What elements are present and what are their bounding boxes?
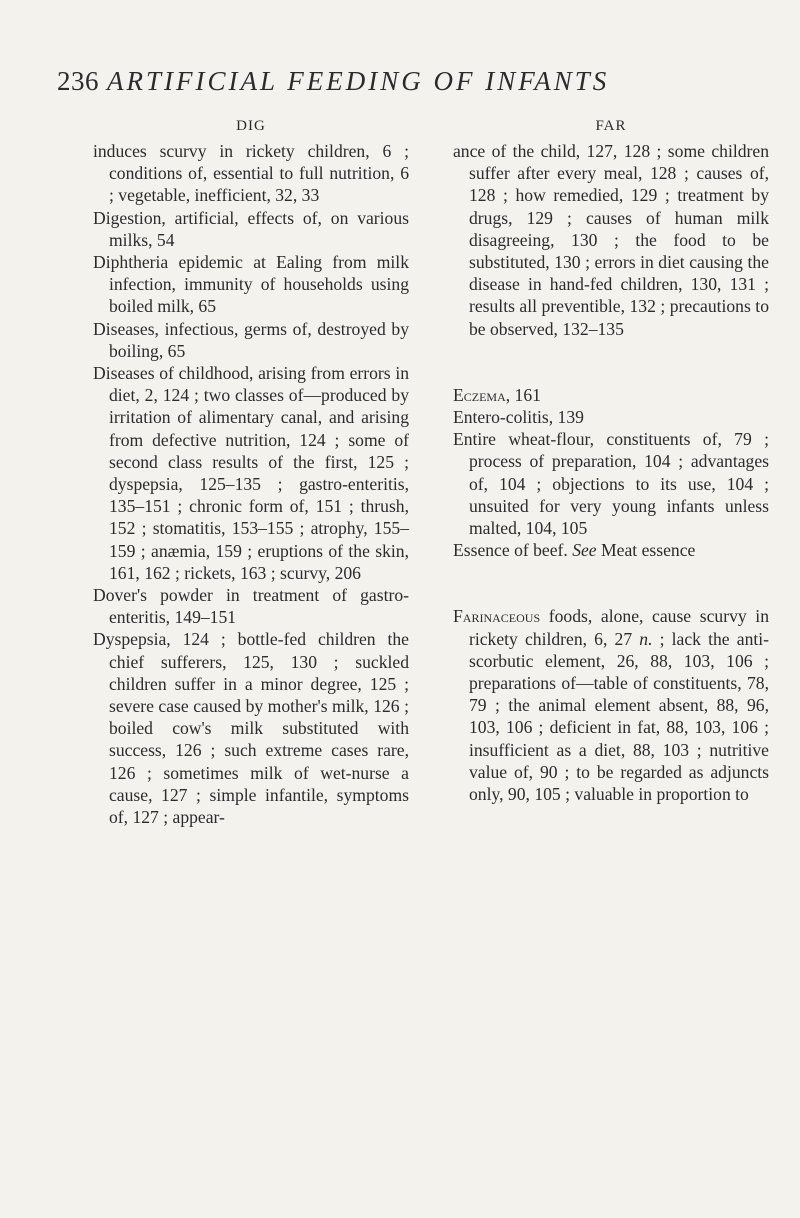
- index-entry: Entero-colitis, 139: [453, 407, 584, 428]
- entry-smallcaps: arinaceous: [462, 606, 541, 627]
- index-entry: Dyspepsia, 124 ; bottle-fed children the chief sufferers, 125, 130 ; suckled children suffer in a minor degree, 125 ; severe case caused by mother's milk, 126 ; boiled cow's milk substituted with success, 126 ; such extreme cases rare, 126 ; sometimes milk of wet-nurse a cause, 127 ; simple infantile, symptoms of, 127 ; appear-: [93, 629, 409, 828]
- entry-smallcaps: czema: [463, 384, 506, 405]
- entry-text: ; lack the anti-scorbutic element, 26, 88, 103, 106 ; preparations of—table of constituents, 78, 79 ; the animal element absent, 88, 96, 103, 106 ; deficient in fat, 88, 103, 106 ; insufficient as a diet, 88, 103 ; nutritive value of, 90 ; to be regarded as adjuncts only, 90, 105 ; valuable in proportion to: [469, 628, 769, 805]
- guide-word-right: FAR: [595, 118, 627, 134]
- entry-text: Essence of beef.: [453, 540, 568, 561]
- index-entry: Digestion, artificial, effects of, on various milks, 54: [93, 207, 409, 250]
- entry-initial: F: [453, 606, 463, 627]
- guide-word-left: DIG: [236, 118, 266, 134]
- entry-text: ance of the child, 127, 128 ; some children suffer after every meal, 128 ; causes of, 128 ; how remedied, 129 ; treatment by drugs, 129 ; causes of human milk disagreeing, 130 ; the food to be substituted, 130 ; errors in diet causing the disease in hand-fed children, 130, 131 ; results all preventible, 132 ; precautions to be observed, 132–135: [453, 141, 769, 339]
- see-reference-label: See: [572, 540, 597, 561]
- entry-text: foods, alone, cause scurvy in rickety children, 6, 27: [469, 606, 769, 649]
- page-number: 236: [57, 66, 99, 96]
- index-column-right: [453, 116, 769, 805]
- entry-text: Meat essence: [601, 540, 696, 561]
- index-entry-essence: [453, 539, 769, 561]
- index-entry: Dover's powder in treatment of gastro-enteritis, 149–151: [93, 585, 409, 628]
- index-column-left: [93, 116, 409, 828]
- note-marker: n.: [639, 628, 653, 649]
- index-entry: Diphtheria epidemic at Ealing from milk infection, immunity of households using boiled milk, 65: [93, 252, 409, 317]
- entry-text: , 161: [505, 384, 541, 405]
- index-entry: Entire wheat-flour, constituents of, 79 ; process of preparation, 104 ; advantages of, 104 ; objections to its use, 104 ; unsuited for very young infants unless malted, 104, 105: [453, 429, 769, 539]
- index-entry-continuation: [453, 140, 769, 340]
- index-entry-farinaceous: [453, 605, 769, 805]
- index-entry: Diseases of childhood, arising from errors in diet, 2, 124 ; two classes of—produced by irritation of alimentary canal, and arising from defective nutrition, 124 ; some of second class results of the first, 125 ; dyspepsia, 125–135 ; gastro-enteritis, 135–151 ; chronic form of, 151 ; thrush, 152 ; stomatitis, 153–155 ; atrophy, 155–159 ; anæmia, 159 ; eruptions of the skin, 161, 162 ; rickets, 163 ; scurvy, 206: [93, 363, 409, 583]
- entry-initial: E: [453, 384, 464, 405]
- index-entry-eczema: [453, 384, 769, 406]
- page-header: [57, 66, 757, 106]
- index-entry: Diseases, infectious, germs of, destroyed by boiling, 65: [93, 318, 409, 361]
- running-title: ARTIFICIAL FEEDING OF INFANTS: [107, 66, 610, 96]
- index-entry: induces scurvy in rickety children, 6 ; conditions of, essential to full nutrition, 6 ; vegetable, inefficient, 32, 33: [93, 141, 409, 206]
